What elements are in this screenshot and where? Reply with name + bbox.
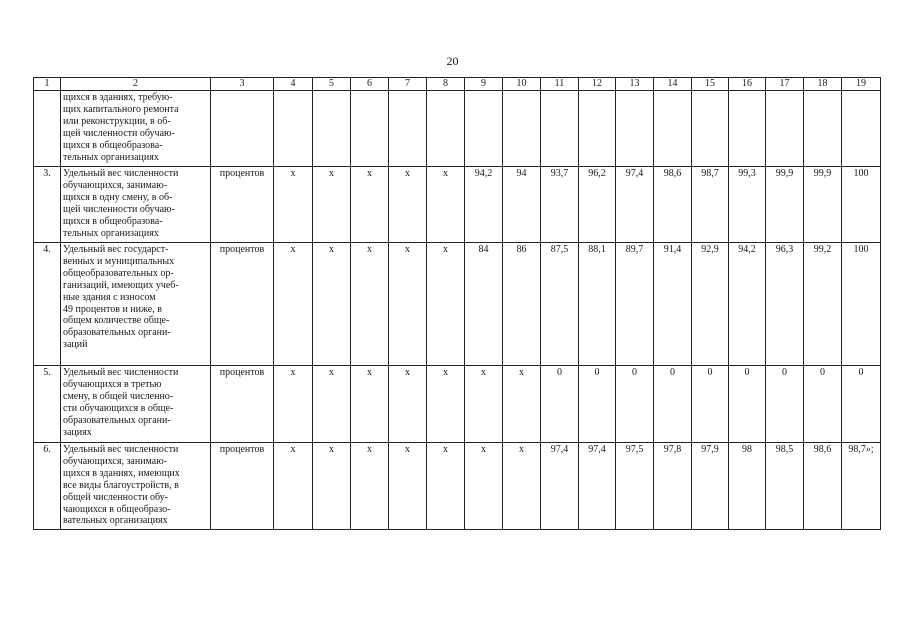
indicator-value: х — [313, 243, 351, 366]
indicator-value: х — [389, 167, 427, 243]
indicator-unit: процентов — [211, 167, 274, 243]
indicator-value — [465, 91, 503, 167]
indicator-value: 94,2 — [729, 243, 766, 366]
indicator-value: х — [351, 443, 389, 530]
indicator-unit: процентов — [211, 366, 274, 443]
indicator-unit: процентов — [211, 443, 274, 530]
indicator-value: 97,4 — [616, 167, 654, 243]
indicator-value — [616, 91, 654, 167]
indicator-value: 99,2 — [804, 243, 842, 366]
indicator-value — [842, 91, 881, 167]
indicator-value — [804, 91, 842, 167]
indicator-value: х — [427, 167, 465, 243]
indicator-value — [313, 91, 351, 167]
indicator-value: 97,4 — [579, 443, 616, 530]
indicator-value: 97,4 — [541, 443, 579, 530]
indicator-value: 96,3 — [766, 243, 804, 366]
column-header: 16 — [729, 78, 766, 91]
indicator-value: х — [465, 443, 503, 530]
indicator-value — [729, 91, 766, 167]
indicator-value: 0 — [766, 366, 804, 443]
indicator-number — [34, 91, 61, 167]
indicator-value: 94,2 — [465, 167, 503, 243]
indicator-value: х — [389, 243, 427, 366]
column-header: 14 — [654, 78, 692, 91]
indicator-value: х — [313, 443, 351, 530]
indicator-value: 96,2 — [579, 167, 616, 243]
table-row — [34, 443, 881, 530]
indicator-value: х — [274, 366, 313, 443]
column-header: 2 — [61, 78, 211, 91]
indicator-value: 0 — [654, 366, 692, 443]
indicator-value: 98,7»; — [842, 443, 881, 530]
indicator-value: 98,7 — [692, 167, 729, 243]
indicator-value: 0 — [616, 366, 654, 443]
indicator-value: х — [389, 366, 427, 443]
column-header: 17 — [766, 78, 804, 91]
indicator-value: 84 — [465, 243, 503, 366]
indicator-value: 97,5 — [616, 443, 654, 530]
column-header: 7 — [389, 78, 427, 91]
indicator-number: 6. — [34, 443, 61, 530]
indicator-value: 86 — [503, 243, 541, 366]
indicator-value: 97,8 — [654, 443, 692, 530]
indicator-value: 93,7 — [541, 167, 579, 243]
indicator-value: х — [274, 243, 313, 366]
indicator-value — [351, 91, 389, 167]
indicator-value: 99,9 — [766, 167, 804, 243]
indicator-value: х — [465, 366, 503, 443]
indicator-value: 89,7 — [616, 243, 654, 366]
indicator-value: 97,9 — [692, 443, 729, 530]
indicator-name: щихся в зданиях, требую- щих капитального ремонта или реконструкции, в об- щей численности обучаю- щихся в общеобразова- тельных организациях — [61, 91, 211, 167]
table-header-row — [34, 78, 881, 91]
indicator-value — [692, 91, 729, 167]
indicator-value: 88,1 — [579, 243, 616, 366]
column-header: 19 — [842, 78, 881, 91]
indicator-value: 0 — [541, 366, 579, 443]
table-row — [34, 91, 881, 167]
indicator-number: 5. — [34, 366, 61, 443]
indicator-name: Удельный вес численности обучающихся, занимаю- щихся в одну смену, в об- щей численности обучаю- щихся в общеобразова- тельных организациях — [61, 167, 211, 243]
page-number: 20 — [446, 54, 459, 68]
column-header: 8 — [427, 78, 465, 91]
indicator-value — [503, 91, 541, 167]
indicator-value: 99,9 — [804, 167, 842, 243]
indicator-name: Удельный вес численности обучающихся в третью смену, в общей численно- сти обучающихся в обще- образовательных органи- зациях — [61, 366, 211, 443]
indicator-value: 92,9 — [692, 243, 729, 366]
column-header: 18 — [804, 78, 842, 91]
table-row — [34, 366, 881, 443]
column-header: 6 — [351, 78, 389, 91]
indicator-value — [389, 91, 427, 167]
indicator-value: х — [313, 167, 351, 243]
indicator-value: х — [274, 167, 313, 243]
indicator-value: х — [351, 366, 389, 443]
indicator-value: х — [351, 167, 389, 243]
indicator-value — [654, 91, 692, 167]
column-header: 13 — [616, 78, 654, 91]
indicator-value: х — [389, 443, 427, 530]
column-header: 9 — [465, 78, 503, 91]
indicator-value: х — [313, 366, 351, 443]
indicator-value: х — [427, 366, 465, 443]
indicator-value: х — [427, 443, 465, 530]
indicator-value: х — [351, 243, 389, 366]
indicator-value: 100 — [842, 167, 881, 243]
column-header: 3 — [211, 78, 274, 91]
column-header: 15 — [692, 78, 729, 91]
indicator-value: 98,6 — [804, 443, 842, 530]
indicator-value — [427, 91, 465, 167]
indicator-number: 4. — [34, 243, 61, 366]
indicator-value — [766, 91, 804, 167]
column-header: 4 — [274, 78, 313, 91]
indicator-value: 0 — [729, 366, 766, 443]
column-header: 11 — [541, 78, 579, 91]
column-header: 10 — [503, 78, 541, 91]
indicator-number: 3. — [34, 167, 61, 243]
indicator-value: 0 — [842, 366, 881, 443]
table-row — [34, 243, 881, 366]
indicator-name: Удельный вес численности обучающихся, занимаю- щихся в зданиях, имеющих все виды благоустройств, в общей численности обу- чающихся в общеобразо- вательных организациях — [61, 443, 211, 530]
indicator-value: х — [503, 443, 541, 530]
column-header: 5 — [313, 78, 351, 91]
indicator-unit — [211, 91, 274, 167]
column-header: 12 — [579, 78, 616, 91]
indicator-value: х — [503, 366, 541, 443]
indicator-unit: процентов — [211, 243, 274, 366]
indicators-table — [33, 77, 881, 530]
indicator-value — [579, 91, 616, 167]
indicator-value: 0 — [579, 366, 616, 443]
indicator-value: х — [427, 243, 465, 366]
indicator-value: 98,5 — [766, 443, 804, 530]
indicator-value — [274, 91, 313, 167]
indicator-value: 98 — [729, 443, 766, 530]
indicator-value: 98,6 — [654, 167, 692, 243]
indicator-value: 87,5 — [541, 243, 579, 366]
table-row — [34, 167, 881, 243]
indicator-value — [541, 91, 579, 167]
indicator-value: 91,4 — [654, 243, 692, 366]
indicator-value: 99,3 — [729, 167, 766, 243]
indicator-name: Удельный вес государст- венных и муниципальных общеобразовательных ор- ганизаций, имеющих учеб- ные здания с износом 49 процентов и ниже, в общем количестве обще- образовательных органи- заций — [61, 243, 211, 366]
indicator-value: х — [274, 443, 313, 530]
indicator-value: 94 — [503, 167, 541, 243]
column-header: 1 — [34, 78, 61, 91]
indicator-value: 0 — [804, 366, 842, 443]
indicator-value: 100 — [842, 243, 881, 366]
indicator-value: 0 — [692, 366, 729, 443]
